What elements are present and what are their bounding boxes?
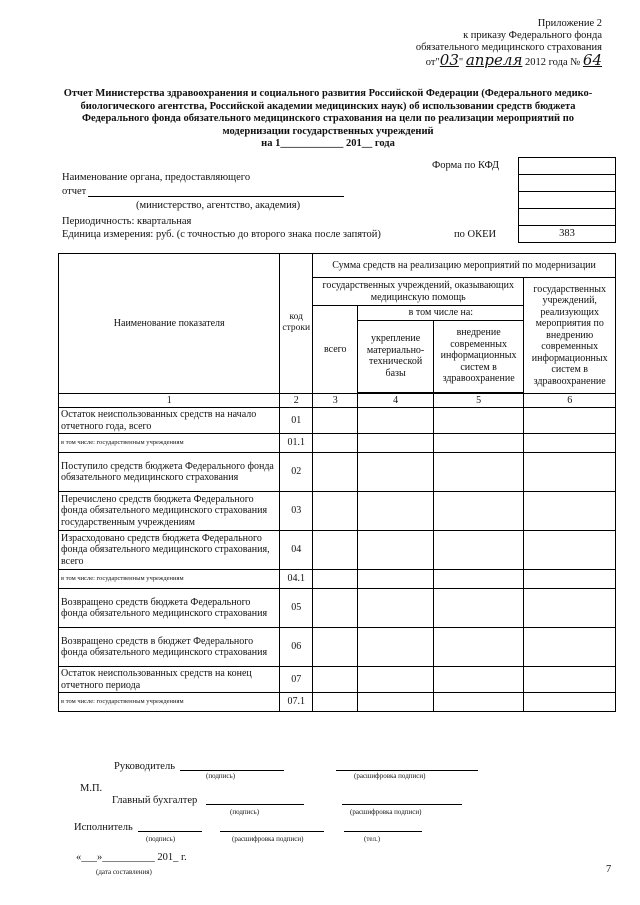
row-code: 05 [280,589,313,628]
table-row [59,628,616,667]
appendix-month: апреля [465,51,523,69]
col-code-header: код строки [280,254,313,394]
row-code: 06 [280,628,313,667]
value-cell[interactable] [313,492,358,531]
col-mat-header: укрепление материально-технической базы [358,320,433,392]
table-row [59,667,616,693]
title-line: Отчет Министерства здравоохранения и социального развития Российской Федерации (Федерального медико- [63,88,593,99]
col-num: 5 [433,393,524,408]
value-cell[interactable] [524,434,616,453]
title-line: Федерального фонда обязательного медицинского страхования на цели по реализации мероприятий по [81,113,575,124]
report-title [48,88,608,151]
column-numbers-row [59,393,616,408]
org-label: Наименование органа, предоставляющего [62,172,251,183]
unit-label: Единица измерения: руб. (с точностью до второго знака после запятой) [62,229,381,240]
value-cell[interactable] [313,570,358,589]
accountant-sign-caption: (подпись) [230,808,260,816]
row-name: в том числе: государственным учреждениям [59,570,280,589]
value-cell[interactable] [524,628,616,667]
col-num: 2 [280,393,313,408]
row-name: в том числе: государственным учреждениям [59,434,280,453]
table-row [59,434,616,453]
value-cell[interactable] [524,453,616,492]
value-cell[interactable] [433,531,524,570]
org-hint: (министерство, агентство, академия) [136,200,301,211]
row-code: 04.1 [280,570,313,589]
value-cell[interactable] [313,628,358,667]
table-row [59,531,616,570]
table-row [59,408,616,434]
value-cell[interactable] [433,628,524,667]
date-caption: (дата составления) [96,868,152,876]
kfd-code-box [518,157,616,243]
report-table [58,253,616,712]
row-name: в том числе: государственным учреждениям [59,693,280,712]
period-label: Периодичность: квартальная [62,216,192,227]
row-name: Поступило средств бюджета Федерального фонда обязательного медицинского страхования [59,453,280,492]
col-num: 1 [59,393,280,408]
value-cell[interactable] [313,589,358,628]
date-line: «___»__________ 201_ г. [76,852,187,863]
value-cell[interactable] [313,408,358,434]
col-sum-header: Сумма средств на реализацию мероприятий по модернизации [313,254,616,278]
head-sign-caption: (подпись) [206,772,236,780]
accountant-decode-caption: (расшифровка подписи) [350,808,422,816]
row-name: Остаток неиспользованных средств на конец отчетного периода [59,667,280,693]
accountant-sign-line [206,794,304,805]
value-cell[interactable] [358,492,433,531]
value-cell[interactable] [358,408,433,434]
org-line [88,196,344,197]
col-num: 4 [358,393,433,408]
col-gov2-header: государственных учреждений, реализующих мероприятия по внедрению современных информационных систем в здравоохранение [524,278,616,394]
table-row [59,570,616,589]
value-cell[interactable] [524,408,616,434]
executor-tel-caption: (тел.) [364,835,381,843]
row-code: 02 [280,453,313,492]
executor-decode-line [220,821,324,832]
appendix-from: от" [425,57,440,68]
table-row [59,589,616,628]
value-cell[interactable] [358,667,433,693]
value-cell[interactable] [358,434,433,453]
value-cell[interactable] [313,434,358,453]
executor-decode-caption: (расшифровка подписи) [232,835,304,843]
value-cell[interactable] [433,453,524,492]
okei-code: 383 [559,228,575,239]
value-cell[interactable] [524,693,616,712]
row-code: 01.1 [280,434,313,453]
col-total-header: всего [313,306,358,394]
appendix-line2: к приказу Федерального фонда [463,30,602,41]
row-code: 01 [280,408,313,434]
appendix-day: 03 [439,51,459,69]
col-incl-header: в том числе на: [358,306,524,321]
appendix-block [416,18,602,69]
head-sign-line [180,760,284,771]
table-row [59,693,616,712]
title-line: биологического агентства, Российской академии медицинских наук) об использовании средств бюджета [80,100,576,112]
row-name: Перечислено средств бюджета Федерального фонда обязательного медицинского страхования государственным учреждениям [59,492,280,531]
row-name: Возвращено средств бюджета Федерального фонда обязательного медицинского страхования [59,589,280,628]
value-cell[interactable] [524,531,616,570]
appendix-line3: обязательного медицинского страхования [415,42,602,53]
value-cell[interactable] [358,453,433,492]
appendix-line4: от"03" апреля 2012 года № 64 [425,51,602,69]
head-decode-caption: (расшифровка подписи) [354,772,426,780]
executor-label: Исполнитель [74,822,133,833]
value-cell[interactable] [358,570,433,589]
value-cell[interactable] [433,693,524,712]
accountant-label: Главный бухгалтер [112,795,198,806]
row-code: 07 [280,667,313,693]
value-cell[interactable] [433,589,524,628]
col-num: 6 [524,393,616,408]
col-gov-header: государственных учреждений, оказывающих медицинскую помощь [313,278,524,306]
accountant-decode-line [342,794,462,805]
page-number: 7 [606,864,612,875]
value-cell[interactable] [433,434,524,453]
row-code: 03 [280,492,313,531]
col-info-header: внедрение современных информационных систем в здравоохранение [433,320,524,392]
table-row [59,453,616,492]
value-cell[interactable] [433,408,524,434]
value-cell[interactable] [433,492,524,531]
executor-sign-line [138,821,202,832]
appendix-number: 64 [582,51,602,69]
row-name: Остаток неиспользованных средств на начало отчетного года, всего [59,408,280,434]
table-row [59,492,616,531]
title-line: модернизации государственных учреждений [222,125,434,137]
executor-sign-caption: (подпись) [146,835,176,843]
executor-tel-line [344,821,422,832]
col-num: 3 [313,393,358,408]
head-decode-line [336,760,478,771]
value-cell[interactable] [524,492,616,531]
title-date-line: на 1____________ 201__ года [261,138,395,149]
row-code: 04 [280,531,313,570]
value-cell[interactable] [433,667,524,693]
value-cell[interactable] [524,570,616,589]
row-name: Возвращено средств в бюджет Федерального фонда обязательного медицинского страхования [59,628,280,667]
form-kfd-label: Форма по КФД [432,160,500,171]
value-cell[interactable] [433,570,524,589]
mp-label: М.П. [80,783,103,794]
value-cell[interactable] [313,453,358,492]
col-name-header: Наименование показателя [59,254,280,394]
appendix-year: 2012 года № [525,57,581,68]
appendix-line1: Приложение 2 [537,18,602,29]
value-cell[interactable] [313,693,358,712]
value-cell[interactable] [524,667,616,693]
value-cell[interactable] [358,628,433,667]
value-cell[interactable] [358,693,433,712]
head-label: Руководитель [114,761,175,772]
value-cell[interactable] [358,589,433,628]
value-cell[interactable] [313,667,358,693]
value-cell[interactable] [313,531,358,570]
value-cell[interactable] [358,531,433,570]
value-cell[interactable] [524,589,616,628]
row-name: Израсходовано средств бюджета Федерального фонда обязательного медицинского страхования, всего [59,531,280,570]
report-label: отчет [62,186,87,197]
okei-label: по ОКЕИ [454,229,497,240]
row-code: 07.1 [280,693,313,712]
